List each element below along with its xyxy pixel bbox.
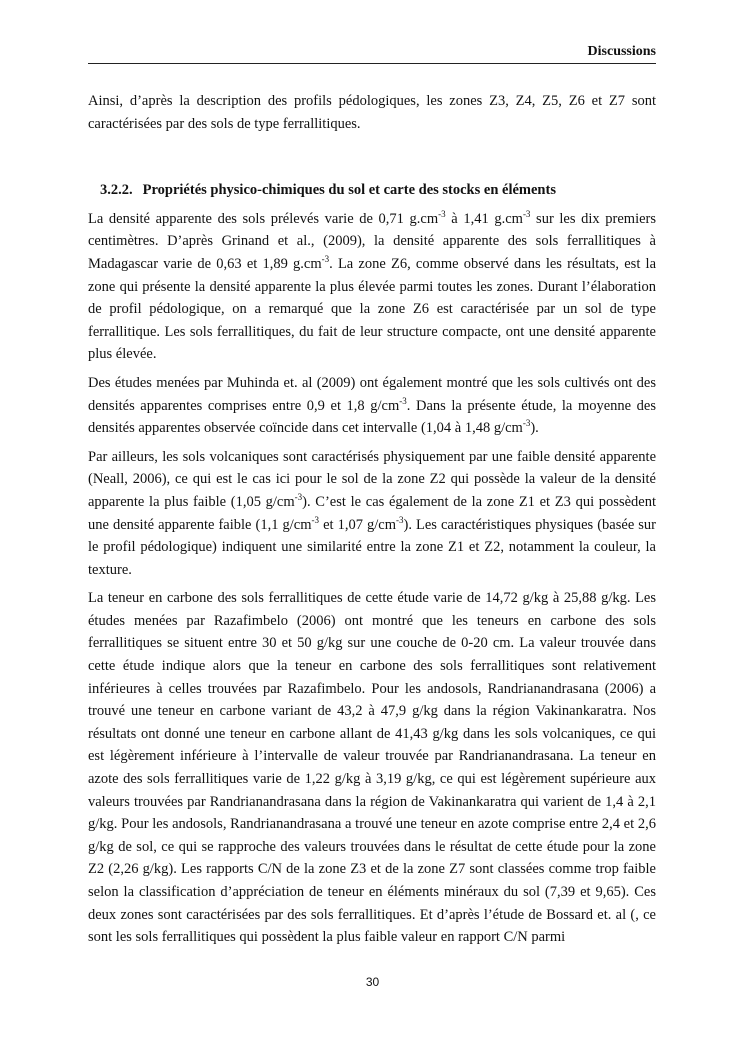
header-divider: [88, 63, 656, 64]
running-header: Discussions: [587, 44, 656, 59]
section-title: Propriétés physico-chimiques du sol et carte des stocks en éléments: [142, 182, 556, 199]
intro-paragraph: Ainsi, d’après la description des profils pédologiques, les zones Z3, Z4, Z5, Z6 et Z7 sont caractérisées par des sols de type ferrallitiques.: [88, 93, 656, 132]
paragraph-volcanic: Par ailleurs, les sols volcaniques sont caractérisés physiquement par une faible densité apparente (Neall, 2006), ce qui est le cas ici pour le sol de la zone Z2 qui possède la valeur de la densité apparente la plus faible (1,05 $g/cm^{-3}$). C’est le cas également de la zone Z1 et Z3 qui possèdent une densité apparente faible (1,1 $g/cm^{-3}$ et 1,07 $g/cm^{-3}$). Les caractéristiques physiques (basée sur le profil pédologique) indiquent une similarité entre la zone Z1 et Z2, notamment la couleur, la texture.: [88, 448, 657, 578]
section-number: 3.2.2.: [100, 182, 133, 199]
paragraph-density: La densité apparente des sols prélevés varie de 0,71 $g.cm^{-3}$ à 1,41 $g.cm^{-3}$ sur les dix premiers centimètres. D’après Grinand et al., (2009), la densité apparente des sols ferrallitiques à Madagascar varie de 0,63 et 1,89 $g.cm^{-3}$. La zone Z6, comme observé dans les résultats, est la zone qui présente la densité apparente la plus élevée parmi toutes les zones. Durant l’élaboration de profil pédologique, on a remarqué que la zone Z6 est caractérisée par un sol de type ferrallitique. Les sols ferrallitiques, du fait de leur structure compacte, ont une densité apparente plus élevée.: [88, 208, 657, 363]
paragraph-carbon: La teneur en carbone des sols ferrallitiques de cette étude varie de 14,72 g/kg à 25,88 g/kg. Les études menées par Razafimbelo (2006) ont montré que les teneurs en carbone des sols ferrallitiques se situent entre 30 et 50 g/kg sur une couche de 0-20 cm. La valeur trouvée dans cette étude indique alors que la teneur en carbone des sols ferrallitiques sont relativement inférieures à celles trouvées par Razafimbelo. Pour les andosols, Randrianandrasana (2006) a trouvé une teneur en carbone variant de 43,2 à 47,9 g/kg dans la région Vakinankaratra. Nos résultats ont donné une teneur en carbone allant de 41,43 g/kg dans les sols volcaniques, ce qui est légèrement inférieure à l’intervalle de valeur trouvée par Randrianandrasana. La teneur en azote des sols ferrallitiques varie de 1,22 g/kg à 3,19 g/kg, ce qui est légèrement supérieure aux valeurs trouvées par Randrianandrasana dans la région de Vakinankaratra qui varient de 1,4 à 2,1 g/kg. Pour les andosols, Randrianandrasana a trouvé une teneur en azote comprise entre 2,4 et 2,6 g/kg de sol, ce qui se rapproche des valeurs trouvées dans le résultat de cette étude pour la zone Z2 (2,26 g/kg). Les rapports C/N de la zone Z3 et de la zone Z7 sont classées comme trop faible selon la classification d’appréciation de teneur en éléments minéraux du sol (7,39 et 9,65). Ces deux zones sont caractérisées par des sols ferrallitiques. Et d’après l’étude de Bossard et. al (, ce sont les sols ferrallitiques qui possèdent la plus faible valeur en rapport C/N parmi: [88, 590, 656, 946]
paragraph-muhinda: Des études menées par Muhinda et. al (2009) ont également montré que les sols cultivés ont des densités apparentes comprises entre 0,9 et 1,8 $g/cm^{-3}$. Dans la présente étude, la moyenne des densités apparentes observée coïncide dans cet intervalle (1,04 à 1,48 $g/cm^{-3}$).: [88, 374, 657, 437]
page-body: [88, 90, 656, 955]
section-heading: [88, 179, 656, 202]
page-number: 30: [365, 975, 380, 989]
